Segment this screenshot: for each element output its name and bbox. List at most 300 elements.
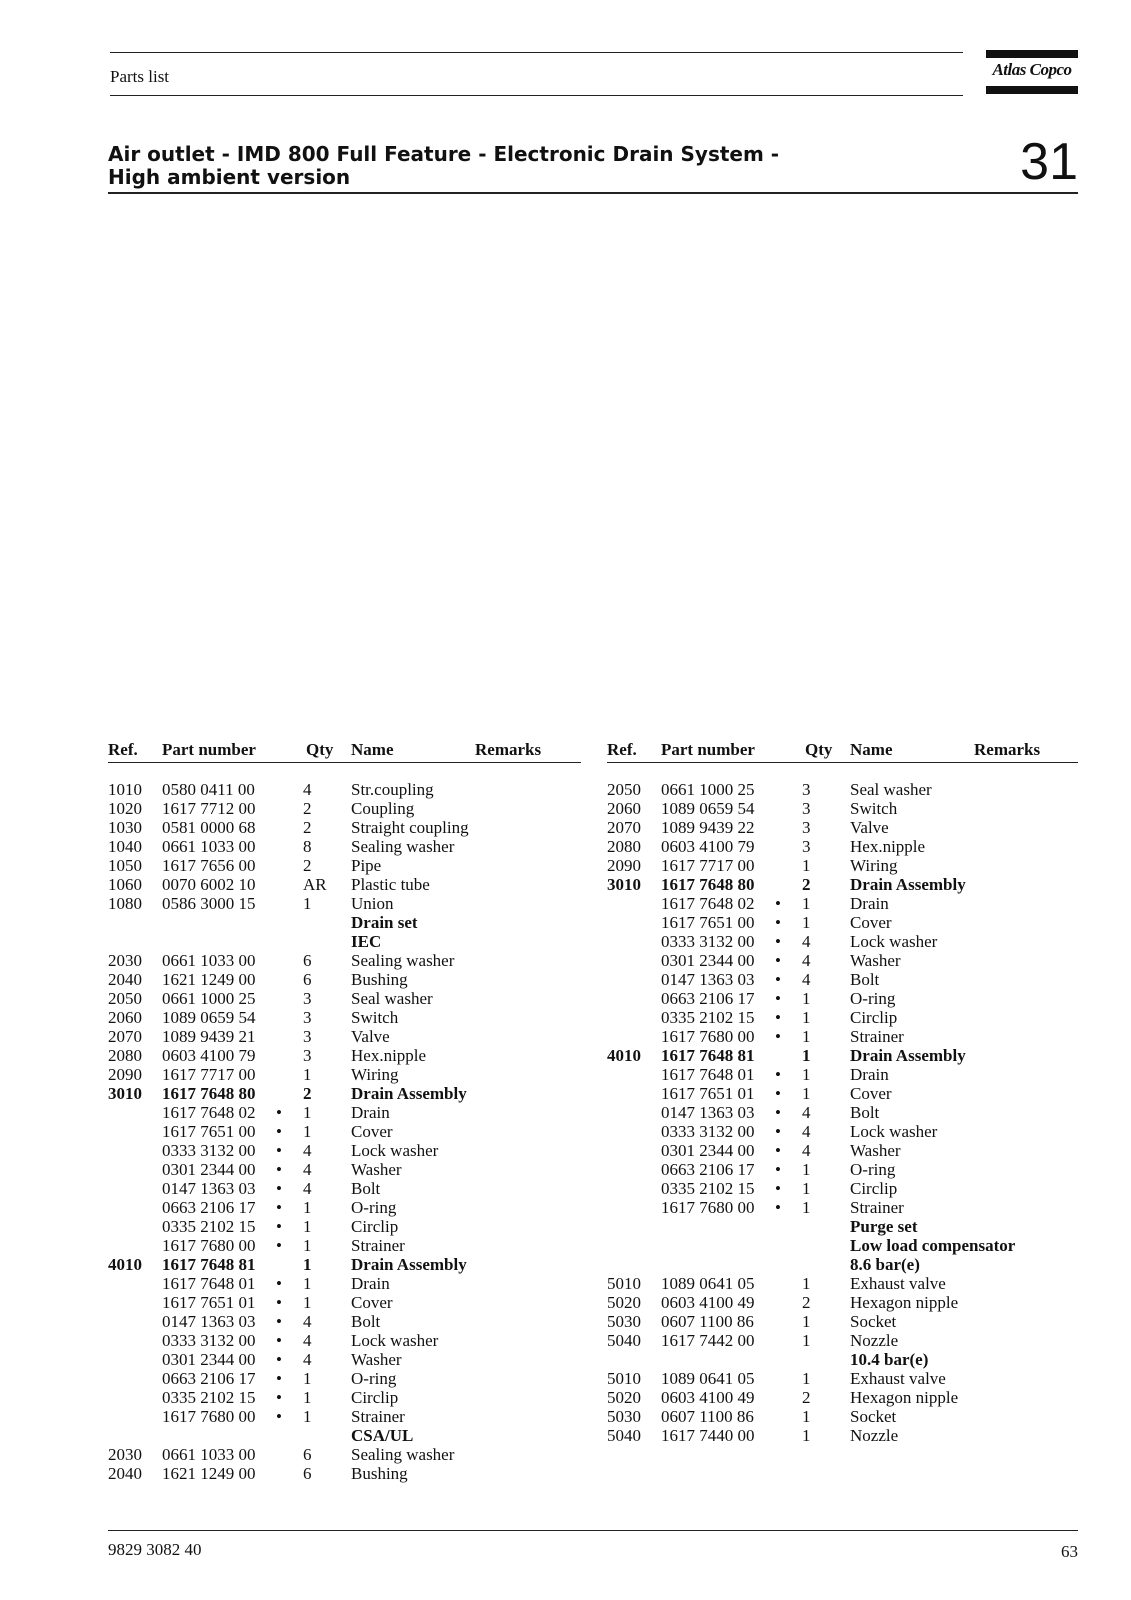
name-cell: Washer bbox=[351, 1350, 402, 1369]
qty-cell: 1 bbox=[303, 1407, 312, 1426]
name-cell: Drain bbox=[351, 1274, 390, 1293]
name-cell: Exhaust valve bbox=[850, 1369, 946, 1388]
qty-cell: 1 bbox=[802, 1046, 811, 1065]
ref-cell: 2030 bbox=[108, 1445, 142, 1464]
qty-cell: 6 bbox=[303, 970, 312, 989]
part-number-cell: 0147 1363 03 bbox=[661, 1103, 755, 1122]
table-row bbox=[108, 1312, 581, 1331]
table-row bbox=[607, 1236, 1078, 1255]
qty-cell: 3 bbox=[802, 837, 811, 856]
table-row bbox=[607, 1046, 1078, 1065]
assembly-bullet: • bbox=[276, 1312, 282, 1331]
assembly-bullet: • bbox=[775, 1198, 781, 1217]
name-cell: Bolt bbox=[351, 1312, 381, 1331]
table-row bbox=[108, 875, 581, 894]
qty-cell: 4 bbox=[303, 1350, 312, 1369]
qty-cell: 2 bbox=[303, 799, 312, 818]
assembly-bullet: • bbox=[775, 932, 781, 951]
ref-cell: 1080 bbox=[108, 894, 142, 913]
ref-cell: 2050 bbox=[108, 989, 142, 1008]
part-number-cell: 0661 1000 25 bbox=[162, 989, 256, 1008]
qty-cell: 1 bbox=[802, 1331, 811, 1350]
part-number-cell: 1617 7440 00 bbox=[661, 1426, 755, 1445]
table-row bbox=[607, 799, 1078, 818]
page-number: 63 bbox=[1061, 1542, 1078, 1561]
assembly-bullet: • bbox=[775, 1084, 781, 1103]
name-cell: Cover bbox=[351, 1293, 393, 1312]
assembly-bullet: • bbox=[775, 1141, 781, 1160]
table-header-right bbox=[607, 740, 1078, 763]
name-cell: CSA/UL bbox=[351, 1426, 414, 1445]
table-row bbox=[607, 1331, 1078, 1350]
qty-cell: 1 bbox=[303, 1065, 312, 1084]
header-qty: Qty bbox=[805, 740, 833, 759]
table-row bbox=[108, 1369, 581, 1388]
qty-cell: 1 bbox=[802, 1407, 811, 1426]
part-number-cell: 0335 2102 15 bbox=[661, 1008, 755, 1027]
table-row bbox=[607, 1141, 1078, 1160]
part-number-cell: 0663 2106 17 bbox=[661, 1160, 755, 1179]
part-number-cell: 1617 7717 00 bbox=[661, 856, 755, 875]
logo-bottom-bar bbox=[986, 86, 1078, 94]
name-cell: Strainer bbox=[351, 1236, 405, 1255]
assembly-bullet: • bbox=[775, 1160, 781, 1179]
qty-cell: 1 bbox=[802, 1369, 811, 1388]
parts-table-right bbox=[607, 740, 1078, 1445]
part-number-cell: 1617 7717 00 bbox=[162, 1065, 256, 1084]
table-body-right bbox=[607, 780, 1078, 1445]
qty-cell: 1 bbox=[802, 989, 811, 1008]
part-number-cell: 1617 7680 00 bbox=[162, 1407, 256, 1426]
table-row bbox=[607, 1084, 1078, 1103]
table-row bbox=[108, 1388, 581, 1407]
name-cell: Washer bbox=[351, 1160, 402, 1179]
qty-cell: 1 bbox=[303, 1236, 312, 1255]
qty-cell: 2 bbox=[303, 856, 312, 875]
qty-cell: 1 bbox=[802, 1160, 811, 1179]
table-row bbox=[607, 970, 1078, 989]
table-row bbox=[607, 1122, 1078, 1141]
part-number-cell: 0607 1100 86 bbox=[661, 1312, 754, 1331]
name-cell: O-ring bbox=[351, 1369, 397, 1388]
part-number-cell: 0663 2106 17 bbox=[162, 1198, 256, 1217]
ref-cell: 5040 bbox=[607, 1426, 641, 1445]
assembly-bullet: • bbox=[276, 1369, 282, 1388]
part-number-cell: 1617 7648 01 bbox=[162, 1274, 256, 1293]
qty-cell: 1 bbox=[802, 1179, 811, 1198]
name-cell: Socket bbox=[850, 1407, 897, 1426]
table-row bbox=[108, 1426, 581, 1445]
title-line-1: Air outlet - IMD 800 Full Feature - Electronic Drain System - bbox=[108, 142, 780, 166]
footer-rule bbox=[108, 1530, 1078, 1531]
qty-cell: 1 bbox=[802, 1084, 811, 1103]
part-number-cell: 1617 7648 81 bbox=[661, 1046, 755, 1065]
qty-cell: 6 bbox=[303, 1464, 312, 1483]
table-row bbox=[108, 970, 581, 989]
qty-cell: 6 bbox=[303, 951, 312, 970]
table-row bbox=[607, 1407, 1078, 1426]
assembly-bullet: • bbox=[775, 1122, 781, 1141]
part-number-cell: 0301 2344 00 bbox=[661, 951, 755, 970]
table-row bbox=[108, 1160, 581, 1179]
qty-cell: 4 bbox=[802, 1141, 811, 1160]
assembly-bullet: • bbox=[276, 1236, 282, 1255]
name-cell: Union bbox=[351, 894, 394, 913]
name-cell: Switch bbox=[351, 1008, 399, 1027]
header-part-number: Part number bbox=[162, 740, 256, 759]
table-row bbox=[607, 837, 1078, 856]
table-row bbox=[607, 1369, 1078, 1388]
ref-cell: 4010 bbox=[607, 1046, 641, 1065]
ref-cell: 2090 bbox=[108, 1065, 142, 1084]
name-cell: Drain bbox=[850, 1065, 889, 1084]
ref-cell: 1010 bbox=[108, 780, 142, 799]
title-line-2: High ambient version bbox=[108, 165, 351, 189]
part-number-cell: 0661 1033 00 bbox=[162, 837, 256, 856]
qty-cell: 2 bbox=[802, 1293, 811, 1312]
part-number-cell: 0663 2106 17 bbox=[162, 1369, 256, 1388]
qty-cell: 4 bbox=[802, 932, 811, 951]
table-row bbox=[607, 1293, 1078, 1312]
table-row bbox=[108, 1084, 581, 1103]
part-number-cell: 1617 7680 00 bbox=[661, 1198, 755, 1217]
name-cell: Sealing washer bbox=[351, 1445, 455, 1464]
document-number: 9829 3082 40 bbox=[108, 1540, 202, 1559]
assembly-bullet: • bbox=[775, 1179, 781, 1198]
qty-cell: 4 bbox=[802, 1103, 811, 1122]
name-cell: Drain Assembly bbox=[351, 1084, 467, 1103]
part-number-cell: 1089 9439 21 bbox=[162, 1027, 256, 1046]
name-cell: Drain bbox=[850, 894, 889, 913]
assembly-bullet: • bbox=[276, 1198, 282, 1217]
qty-cell: 2 bbox=[303, 1084, 312, 1103]
name-cell: Cover bbox=[351, 1122, 393, 1141]
table-row bbox=[108, 1008, 581, 1027]
ref-cell: 2060 bbox=[108, 1008, 142, 1027]
table-row bbox=[108, 932, 581, 951]
qty-cell: 3 bbox=[303, 1027, 312, 1046]
name-cell: 10.4 bar(e) bbox=[850, 1350, 929, 1369]
part-number-cell: 0603 4100 79 bbox=[661, 837, 755, 856]
table-row bbox=[607, 780, 1078, 799]
table-row bbox=[108, 1103, 581, 1122]
table-row bbox=[108, 856, 581, 875]
name-cell: Strainer bbox=[850, 1198, 904, 1217]
qty-cell: 2 bbox=[802, 875, 811, 894]
table-row bbox=[108, 1255, 581, 1274]
part-number-cell: 0580 0411 00 bbox=[162, 780, 255, 799]
qty-cell: 4 bbox=[303, 1179, 312, 1198]
table-row bbox=[108, 1198, 581, 1217]
name-cell: Cover bbox=[850, 913, 892, 932]
qty-cell: 4 bbox=[303, 1312, 312, 1331]
name-cell: Bolt bbox=[351, 1179, 381, 1198]
part-number-cell: 1617 7651 00 bbox=[661, 913, 755, 932]
part-number-cell: 0333 3132 00 bbox=[162, 1331, 256, 1350]
name-cell: Socket bbox=[850, 1312, 897, 1331]
table-row bbox=[108, 1464, 581, 1483]
name-cell: Lock washer bbox=[351, 1331, 439, 1350]
qty-cell: 3 bbox=[802, 780, 811, 799]
part-number-cell: 1621 1249 00 bbox=[162, 1464, 256, 1483]
table-row bbox=[607, 1312, 1078, 1331]
table-row bbox=[607, 1027, 1078, 1046]
qty-cell: 1 bbox=[802, 1274, 811, 1293]
name-cell: O-ring bbox=[351, 1198, 397, 1217]
ref-cell: 2080 bbox=[108, 1046, 142, 1065]
name-cell: Drain Assembly bbox=[850, 1046, 966, 1065]
part-number-cell: 1617 7648 02 bbox=[661, 894, 755, 913]
section-label: Parts list bbox=[110, 67, 170, 86]
assembly-bullet: • bbox=[775, 951, 781, 970]
header-qty: Qty bbox=[306, 740, 334, 759]
assembly-bullet: • bbox=[775, 1027, 781, 1046]
table-row bbox=[607, 818, 1078, 837]
part-number-cell: 1617 7651 01 bbox=[162, 1293, 256, 1312]
name-cell: Cover bbox=[850, 1084, 892, 1103]
part-number-cell: 0147 1363 03 bbox=[162, 1179, 256, 1198]
table-row bbox=[607, 989, 1078, 1008]
qty-cell: 3 bbox=[802, 818, 811, 837]
brand-logo bbox=[986, 50, 1078, 94]
qty-cell: 3 bbox=[303, 1008, 312, 1027]
part-number-cell: 0603 4100 79 bbox=[162, 1046, 256, 1065]
qty-cell: 1 bbox=[802, 1312, 811, 1331]
table-row bbox=[108, 1065, 581, 1084]
ref-cell: 1020 bbox=[108, 799, 142, 818]
assembly-bullet: • bbox=[775, 1065, 781, 1084]
ref-cell: 2070 bbox=[108, 1027, 142, 1046]
name-cell: Switch bbox=[850, 799, 898, 818]
name-cell: Straight coupling bbox=[351, 818, 469, 837]
table-row bbox=[607, 1274, 1078, 1293]
part-number-cell: 0661 1033 00 bbox=[162, 951, 256, 970]
ref-cell: 2030 bbox=[108, 951, 142, 970]
table-row bbox=[108, 1350, 581, 1369]
name-cell: Valve bbox=[850, 818, 889, 837]
ref-cell: 5030 bbox=[607, 1407, 641, 1426]
table-row bbox=[108, 1331, 581, 1350]
qty-cell: 1 bbox=[303, 1122, 312, 1141]
name-cell: Circlip bbox=[351, 1217, 399, 1236]
name-cell: Bolt bbox=[850, 1103, 880, 1122]
table-row bbox=[108, 1046, 581, 1065]
qty-cell: 1 bbox=[802, 913, 811, 932]
table-body-left bbox=[108, 780, 581, 1483]
qty-cell: 8 bbox=[303, 837, 312, 856]
part-number-cell: 1617 7651 01 bbox=[661, 1084, 755, 1103]
qty-cell: 4 bbox=[802, 1122, 811, 1141]
name-cell: IEC bbox=[351, 932, 382, 951]
table-header-left bbox=[108, 740, 581, 763]
ref-cell: 1030 bbox=[108, 818, 142, 837]
ref-cell: 1060 bbox=[108, 875, 142, 894]
name-cell: Str.coupling bbox=[351, 780, 434, 799]
qty-cell: 1 bbox=[802, 894, 811, 913]
part-number-cell: 1089 0659 54 bbox=[661, 799, 755, 818]
qty-cell: 1 bbox=[303, 1388, 312, 1407]
part-number-cell: 0603 4100 49 bbox=[661, 1388, 755, 1407]
name-cell: Bushing bbox=[351, 970, 408, 989]
part-number-cell: 0335 2102 15 bbox=[661, 1179, 755, 1198]
qty-cell: 1 bbox=[303, 1274, 312, 1293]
assembly-bullet: • bbox=[775, 1103, 781, 1122]
assembly-bullet: • bbox=[775, 913, 781, 932]
table-row bbox=[607, 894, 1078, 913]
ref-cell: 5010 bbox=[607, 1274, 641, 1293]
qty-cell: 4 bbox=[303, 1141, 312, 1160]
name-cell: Strainer bbox=[850, 1027, 904, 1046]
name-cell: Hex.nipple bbox=[351, 1046, 427, 1065]
table-row bbox=[108, 989, 581, 1008]
header-name: Name bbox=[351, 740, 394, 759]
ref-cell: 2040 bbox=[108, 1464, 142, 1483]
table-row bbox=[108, 1236, 581, 1255]
ref-cell: 2070 bbox=[607, 818, 641, 837]
assembly-bullet: • bbox=[276, 1141, 282, 1160]
name-cell: Low load compensator bbox=[850, 1236, 1016, 1255]
name-cell: Washer bbox=[850, 951, 901, 970]
name-cell: Plastic tube bbox=[351, 875, 430, 894]
ref-cell: 2050 bbox=[607, 780, 641, 799]
table-row bbox=[108, 951, 581, 970]
table-row bbox=[108, 913, 581, 932]
assembly-bullet: • bbox=[775, 989, 781, 1008]
table-row bbox=[607, 1198, 1078, 1217]
part-number-cell: 1089 9439 22 bbox=[661, 818, 755, 837]
name-cell: Hex.nipple bbox=[850, 837, 926, 856]
name-cell: Strainer bbox=[351, 1407, 405, 1426]
name-cell: Hexagon nipple bbox=[850, 1388, 959, 1407]
logo-top-bar bbox=[986, 50, 1078, 58]
table-row bbox=[607, 875, 1078, 894]
qty-cell: 1 bbox=[802, 1008, 811, 1027]
name-cell: Wiring bbox=[850, 856, 898, 875]
name-cell: Valve bbox=[351, 1027, 390, 1046]
part-number-cell: 1617 7656 00 bbox=[162, 856, 256, 875]
qty-cell: 4 bbox=[303, 1331, 312, 1350]
name-cell: 8.6 bar(e) bbox=[850, 1255, 920, 1274]
name-cell: Coupling bbox=[351, 799, 415, 818]
part-number-cell: 0603 4100 49 bbox=[661, 1293, 755, 1312]
header-part-number: Part number bbox=[661, 740, 755, 759]
name-cell: O-ring bbox=[850, 989, 896, 1008]
qty-cell: 1 bbox=[303, 1198, 312, 1217]
table-row bbox=[607, 856, 1078, 875]
part-number-cell: 1617 7712 00 bbox=[162, 799, 256, 818]
part-number-cell: 0301 2344 00 bbox=[162, 1160, 256, 1179]
assembly-bullet: • bbox=[775, 970, 781, 989]
section-number: 31 bbox=[1020, 133, 1078, 191]
table-row bbox=[607, 1103, 1078, 1122]
qty-cell: AR bbox=[303, 875, 327, 894]
table-row bbox=[607, 1388, 1078, 1407]
ref-cell: 5010 bbox=[607, 1369, 641, 1388]
part-number-cell: 0301 2344 00 bbox=[661, 1141, 755, 1160]
qty-cell: 4 bbox=[802, 970, 811, 989]
name-cell: Washer bbox=[850, 1141, 901, 1160]
qty-cell: 1 bbox=[303, 1369, 312, 1388]
part-number-cell: 1089 0659 54 bbox=[162, 1008, 256, 1027]
part-number-cell: 0070 6002 10 bbox=[162, 875, 256, 894]
part-number-cell: 0335 2102 15 bbox=[162, 1217, 256, 1236]
name-cell: O-ring bbox=[850, 1160, 896, 1179]
qty-cell: 1 bbox=[303, 1217, 312, 1236]
ref-cell: 4010 bbox=[108, 1255, 142, 1274]
ref-cell: 2060 bbox=[607, 799, 641, 818]
qty-cell: 1 bbox=[303, 894, 312, 913]
header-ref: Ref. bbox=[607, 740, 637, 759]
ref-cell: 5020 bbox=[607, 1293, 641, 1312]
part-number-cell: 0661 1033 00 bbox=[162, 1445, 256, 1464]
assembly-bullet: • bbox=[276, 1179, 282, 1198]
assembly-bullet: • bbox=[276, 1103, 282, 1122]
qty-cell: 3 bbox=[303, 1046, 312, 1065]
ref-cell: 2080 bbox=[607, 837, 641, 856]
part-number-cell: 0586 3000 15 bbox=[162, 894, 256, 913]
name-cell: Bolt bbox=[850, 970, 880, 989]
part-number-cell: 1617 7648 80 bbox=[162, 1084, 256, 1103]
part-number-cell: 1617 7648 80 bbox=[661, 875, 755, 894]
table-row bbox=[607, 913, 1078, 932]
assembly-bullet: • bbox=[775, 894, 781, 913]
part-number-cell: 1089 0641 05 bbox=[661, 1274, 755, 1293]
assembly-bullet: • bbox=[276, 1388, 282, 1407]
ref-cell: 5030 bbox=[607, 1312, 641, 1331]
part-number-cell: 1617 7680 00 bbox=[661, 1027, 755, 1046]
brand-name: Atlas Copco bbox=[992, 60, 1072, 79]
qty-cell: 3 bbox=[303, 989, 312, 1008]
ref-cell: 2040 bbox=[108, 970, 142, 989]
table-row bbox=[607, 1179, 1078, 1198]
name-cell: Circlip bbox=[850, 1008, 898, 1027]
ref-cell: 3010 bbox=[607, 875, 641, 894]
part-number-cell: 0333 3132 00 bbox=[661, 1122, 755, 1141]
name-cell: Lock washer bbox=[351, 1141, 439, 1160]
name-cell: Drain set bbox=[351, 913, 418, 932]
name-cell: Nozzle bbox=[850, 1426, 899, 1445]
header-remarks: Remarks bbox=[974, 740, 1041, 759]
assembly-bullet: • bbox=[276, 1407, 282, 1426]
part-number-cell: 1617 7651 00 bbox=[162, 1122, 256, 1141]
qty-cell: 1 bbox=[802, 1027, 811, 1046]
table-row bbox=[607, 1217, 1078, 1236]
ref-cell: 1050 bbox=[108, 856, 142, 875]
qty-cell: 1 bbox=[303, 1293, 312, 1312]
name-cell: Bushing bbox=[351, 1464, 408, 1483]
assembly-bullet: • bbox=[775, 1008, 781, 1027]
table-row bbox=[607, 932, 1078, 951]
title-rule bbox=[108, 192, 1078, 194]
part-number-cell: 0333 3132 00 bbox=[162, 1141, 256, 1160]
part-number-cell: 0333 3132 00 bbox=[661, 932, 755, 951]
qty-cell: 4 bbox=[303, 780, 312, 799]
table-row bbox=[108, 1445, 581, 1464]
name-cell: Drain Assembly bbox=[850, 875, 966, 894]
ref-cell: 3010 bbox=[108, 1084, 142, 1103]
table-row bbox=[108, 837, 581, 856]
assembly-bullet: • bbox=[276, 1293, 282, 1312]
qty-cell: 4 bbox=[303, 1160, 312, 1179]
part-number-cell: 1621 1249 00 bbox=[162, 970, 256, 989]
parts-table-left bbox=[108, 740, 581, 1483]
part-number-cell: 1617 7648 01 bbox=[661, 1065, 755, 1084]
name-cell: Nozzle bbox=[850, 1331, 899, 1350]
assembly-bullet: • bbox=[276, 1217, 282, 1236]
name-cell: Lock washer bbox=[850, 932, 938, 951]
name-cell: Lock washer bbox=[850, 1122, 938, 1141]
name-cell: Seal washer bbox=[850, 780, 932, 799]
